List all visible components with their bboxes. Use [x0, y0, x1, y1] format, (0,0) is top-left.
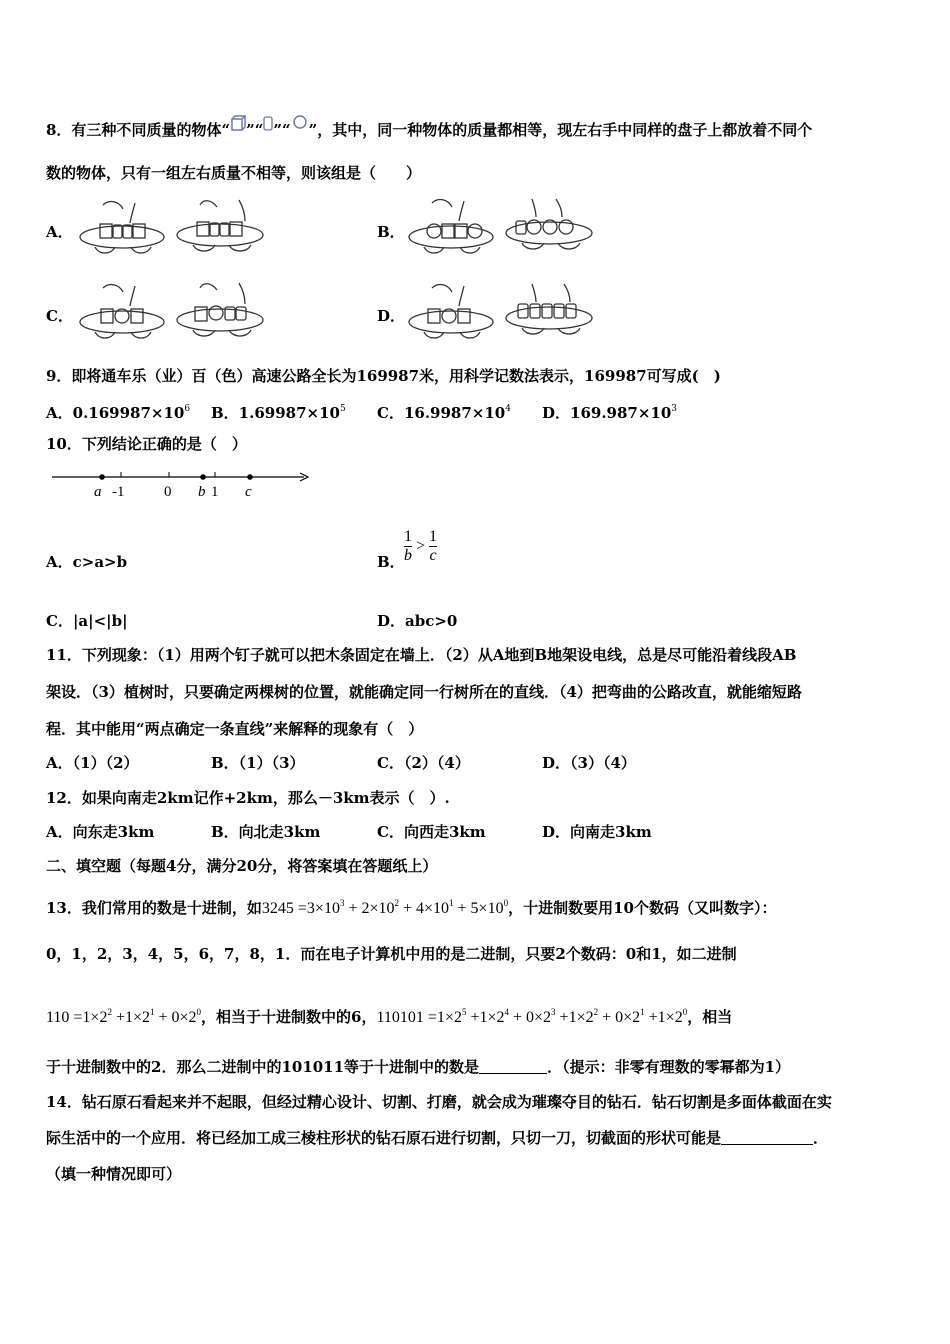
- f1-p4: + 5×10: [453, 900, 504, 917]
- q11-option-b: B．（1）（3）: [211, 754, 305, 772]
- option-d-image: [404, 280, 599, 346]
- q14-answer-blank[interactable]: [721, 1130, 813, 1145]
- f3-e5: 1: [640, 1007, 645, 1017]
- f3-p6: +1×2: [644, 1009, 683, 1026]
- q9-d-exp: 3: [671, 404, 678, 414]
- f3-e1: 5: [461, 1007, 467, 1017]
- f2-e1: 2: [107, 1007, 112, 1017]
- q8-sep-1: ”“: [246, 121, 264, 139]
- q14-text-b: ．: [813, 1129, 829, 1147]
- q13-line4: [46, 1057, 790, 1077]
- q8-option-d-label: D．: [377, 307, 406, 325]
- f1-e4: 0: [503, 898, 509, 908]
- q13-line1: [46, 893, 776, 919]
- q10-option-c: C．|a|<|b|: [46, 612, 128, 630]
- q13-line3: [46, 1002, 732, 1028]
- cube-icon: [230, 115, 246, 133]
- q12-option-d: D．向南走3km: [542, 823, 652, 841]
- cylinder-icon: [263, 115, 273, 133]
- q13-line2: 0，1，2，3，4，5，6，7，8，1．而在电子计算机中用的是二进制，只要2个数码：0和1，如二进制: [46, 945, 737, 963]
- q8-line2: 数的物体，只有一组左右质量不相等，则该组是（ ）: [46, 164, 422, 182]
- q13-formula-binary-110: [46, 1009, 201, 1026]
- q13-text-a: 13．我们常用的数是十进制，如: [46, 899, 262, 917]
- label-minus-1: -1: [112, 484, 125, 500]
- q10-option-b-label: B．: [377, 553, 405, 571]
- label-a: a: [94, 484, 102, 500]
- f1-e1: 3: [339, 898, 345, 908]
- q8-option-b-label: B．: [377, 223, 405, 241]
- sphere-icon: [291, 115, 309, 133]
- frac1-den: b: [404, 547, 412, 564]
- q8-text-a: 8．有三种不同质量的物体“: [46, 121, 231, 139]
- q13-text-line4a: 于十进制数中的2．那么二进制中的101011等于十进制中的数是: [46, 1058, 480, 1076]
- q14-text-a: 际生活中的一个应用．将已经加工成三棱柱形状的钻石原石进行切割，只切一刀，切截面的形状可能是: [46, 1129, 722, 1147]
- q8-line1: [46, 115, 812, 140]
- f2-p2: +1×2: [111, 1009, 150, 1026]
- label-c: c: [245, 484, 252, 500]
- q10-option-d: D．abc>0: [377, 612, 458, 630]
- option-c-image: [75, 280, 270, 346]
- point-a: [99, 474, 105, 480]
- f3-e2: 4: [504, 1007, 509, 1017]
- f3-e6: 0: [682, 1007, 688, 1017]
- q13-text-mid: ，相当于十进制数中的6，: [201, 1008, 377, 1026]
- f3-e4: 2: [593, 1007, 599, 1017]
- q8-option-a-label: A．: [46, 223, 73, 241]
- point-b: [200, 474, 206, 480]
- q10-option-a: A．c>a>b: [46, 553, 128, 571]
- q13-text-line4b: ．（提示：非零有理数的零幂都为1）: [547, 1058, 791, 1076]
- q13-text-end: ，相当: [687, 1008, 733, 1026]
- option-a-image: [75, 197, 270, 263]
- q12-option-a: A．向东走3km: [46, 823, 155, 841]
- q8-sep-2: ”“: [273, 121, 291, 139]
- option-b-image: [404, 195, 599, 261]
- q11-line1: 11．下列现象：（1）用两个钉子就可以把木条固定在墙上．（2）从A地到B地架设电线，总是尽可能沿着线段AB: [46, 646, 797, 664]
- frac2-num: 1: [429, 528, 438, 545]
- f1-p2: + 2×10: [344, 900, 395, 917]
- q9-option-a: [46, 399, 190, 423]
- f2-p1: 110 =1×2: [46, 1009, 108, 1026]
- f3-p4: +1×2: [555, 1009, 594, 1026]
- f3-p5: + 0×2: [598, 1009, 641, 1026]
- f2-e2: 1: [150, 1007, 155, 1017]
- q9-option-c: [377, 399, 511, 423]
- f3-p2: +1×2: [466, 1009, 505, 1026]
- q14-line2: [46, 1128, 828, 1148]
- q11-option-d: D．（3）（4）: [542, 754, 636, 772]
- q8-text-b: ”，其中，同一种物体的质量都相等，现左右手中同样的盘子上都放着不同个: [308, 121, 813, 139]
- q13-answer-blank[interactable]: [479, 1059, 547, 1074]
- frac1-num: 1: [404, 528, 412, 545]
- label-0: 0: [164, 484, 172, 500]
- q11-line3: 程．其中能用“两点确定一条直线”来解释的现象有（ ）: [46, 720, 424, 738]
- q11-line2: 架设．（3）植树时，只要确定两棵树的位置，就能确定同一行树所在的直线．（4）把弯曲的公路改直，就能缩短路: [46, 683, 802, 701]
- fraction-1-over-c: [429, 528, 437, 565]
- q9-stem: 9．即将通车乐（业）百（色）高速公路全长为169987米，用科学记数法表示，169987可写成( ): [46, 367, 721, 385]
- q8-option-c-label: C．: [46, 307, 73, 325]
- q10-stem: 10．下列结论正确的是（ ）: [46, 435, 247, 453]
- point-c: [247, 474, 253, 480]
- q14-line1: 14．钻石原石看起来并不起眼，但经过精心设计、切割、打磨，就会成为璀璨夺目的钻石．钻石切割是多面体截面在实: [46, 1093, 832, 1111]
- q13-text-b: ，十进制数要用10个数码（又叫数字）：: [508, 899, 777, 917]
- label-b: b: [198, 484, 206, 500]
- q9-option-b: [211, 399, 346, 423]
- q9-b-exp: 5: [339, 404, 346, 414]
- fraction-1-over-b: [404, 528, 412, 565]
- f1-e2: 2: [394, 898, 399, 908]
- f3-e3: 3: [551, 1007, 556, 1017]
- q9-c-exp: 4: [505, 404, 511, 414]
- q12-option-b: B．向北走3km: [211, 823, 321, 841]
- label-1: 1: [211, 484, 219, 500]
- f2-e3: 0: [196, 1007, 202, 1017]
- f1-p1: 3245 =3×10: [261, 900, 340, 917]
- section-2-heading: 二、填空题（每题4分，满分20分，将答案填在答题纸上）: [46, 857, 438, 875]
- greater-than: >: [416, 537, 426, 555]
- f1-p3: + 4×10: [398, 900, 450, 917]
- q11-option-a: A．（1）（2）: [46, 754, 139, 772]
- q10-option-b-formula: [404, 528, 437, 565]
- q12-stem: 12．如果向南走2km记作+2km，那么－3km表示（ ）.: [46, 789, 450, 807]
- q12-option-c: C．向西走3km: [377, 823, 486, 841]
- q13-formula-decimal: [262, 900, 508, 917]
- f2-p3: + 0×2: [154, 1009, 197, 1026]
- q11-option-c: C．（2）（4）: [377, 754, 470, 772]
- q9-a-exp: 6: [184, 404, 191, 414]
- q9-c-text: C．16.9987×10: [377, 404, 506, 422]
- number-line: [48, 466, 313, 504]
- frac2-den: c: [429, 547, 437, 564]
- f3-p3: + 0×2: [509, 1009, 552, 1026]
- q9-a-text: A．0.169987×10: [46, 404, 185, 422]
- f3-p1: 110101 =1×2: [376, 1009, 462, 1026]
- f1-e3: 1: [449, 898, 454, 908]
- q9-option-d: [542, 399, 677, 423]
- q14-line3: （填一种情况即可）: [46, 1165, 182, 1183]
- q9-d-text: D．169.987×10: [542, 404, 672, 422]
- q13-formula-binary-110101: [377, 1009, 688, 1026]
- q9-b-text: B．1.69987×10: [211, 404, 340, 422]
